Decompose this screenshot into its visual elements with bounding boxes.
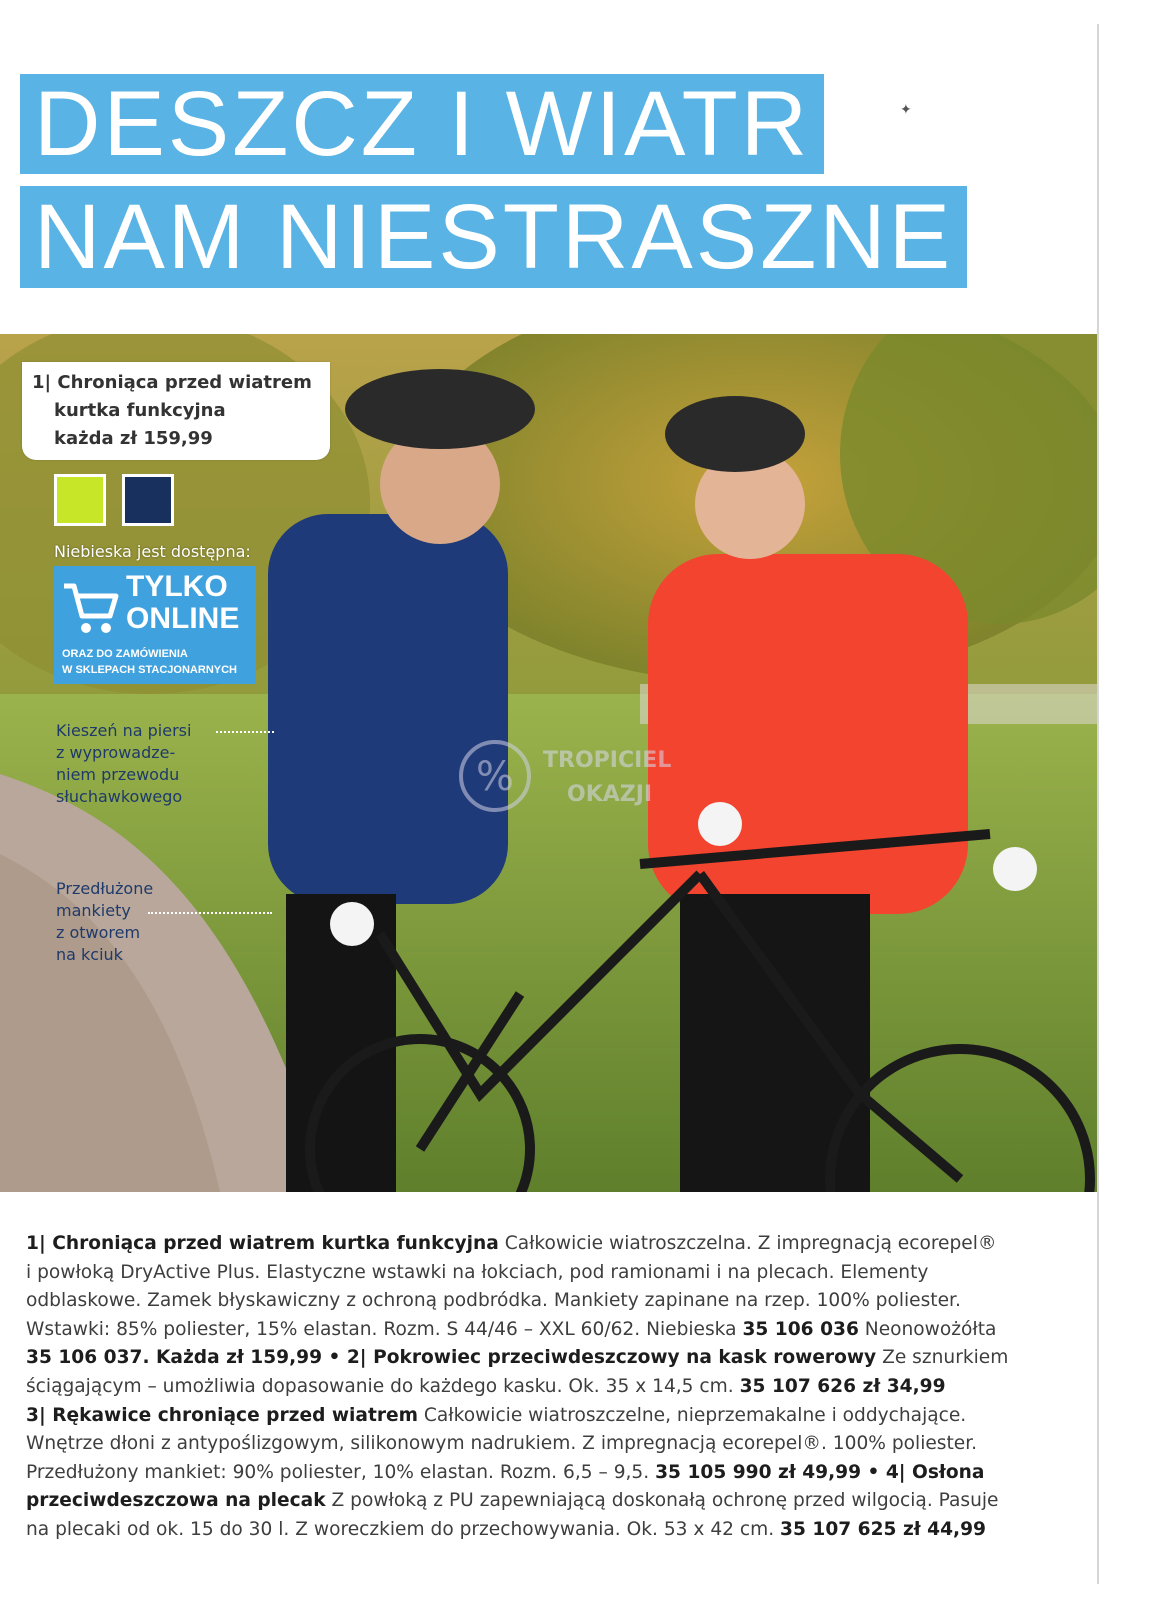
badge-title-2: ONLINE	[126, 602, 240, 635]
price-card-subtitle: kurtka funkcyjna	[54, 400, 226, 421]
callout-pocket-leader	[216, 731, 274, 733]
description-row	[26, 1287, 1056, 1316]
badge-title-1: TYLKO	[126, 570, 228, 603]
callout-pocket	[56, 720, 191, 808]
description-text: na plecaki od ok. 15 do 30 l. Z woreczkiem do przechowywania. Ok. 53 x 42 cm.	[26, 1518, 781, 1540]
callout-pocket-line: słuchawkowego	[56, 787, 183, 806]
description-text: Wnętrze dłoni z antypoślizgowym, silikonowym nadrukiem. Z impregnacją ecorepel®. 100% poliester.	[26, 1433, 978, 1455]
cart-icon	[60, 576, 122, 638]
headline-line-1: DESZCZ I WIATR	[20, 74, 824, 174]
description-bold: 35 106 037. Każda zł 159,99 • 2| Pokrowiec przeciwdeszczowy na kask rowerowy	[26, 1347, 877, 1369]
description-text: odblaskowe. Zamek błyskawiczny z ochroną podbródka. Mankiety zapinane na rzep. 100% poliester.	[26, 1290, 961, 1312]
description-row	[26, 1516, 1056, 1545]
description-text: Neonowożółta	[858, 1318, 997, 1340]
description-bold: 1| Chroniąca przed wiatrem kurtka funkcyjna	[26, 1233, 499, 1254]
description-bold: 35 106 036	[742, 1318, 859, 1340]
description-text: i powłoką DryActive Plus. Elastyczne wstawki na łokciach, pod ramionami i na plecach. Elementy	[26, 1261, 929, 1283]
product-price-card	[22, 362, 330, 460]
badge-note-2: W SKLEPACH STACJONARNYCH	[62, 664, 237, 676]
svg-text:%: %	[475, 754, 515, 800]
headline-line-2: NAM NIESTRASZNE	[20, 186, 967, 288]
description-text: Całkowicie wiatroszczelne, nieprzemakalne i oddychające.	[418, 1404, 967, 1426]
callout-cuffs-line: mankiety	[56, 901, 131, 920]
description-row	[26, 1430, 1056, 1459]
watermark-icon	[455, 736, 535, 816]
description-bold: 35 107 625 zł 44,99	[780, 1518, 986, 1540]
description-text: Z powłoką z PU zapewniającą doskonałą ochronę przed wilgocią. Pasuje	[325, 1490, 999, 1512]
callout-cuffs	[56, 878, 153, 966]
callout-pocket-line: niem przewodu	[56, 765, 180, 784]
description-row	[26, 1230, 1056, 1259]
description-row	[26, 1402, 1056, 1431]
decorative-mark: ✦	[900, 102, 912, 118]
description-row	[26, 1459, 1056, 1488]
description-text: Wstawki: 85% poliester, 15% elastan. Rozm. S 44/46 – XXL 60/62. Niebieska	[26, 1318, 743, 1340]
callout-cuffs-line: Przedłużone	[56, 879, 154, 898]
watermark-text-2: OKAZJI	[567, 782, 653, 807]
description-bold: 35 107 626 zł 34,99	[739, 1375, 946, 1397]
callout-pocket-line: z wyprowadze-	[56, 743, 176, 762]
availability-text: Niebieska jest dostępna:	[54, 542, 251, 561]
description-bold: przeciwdeszczowa na plecak	[26, 1490, 326, 1512]
description-row	[26, 1259, 1056, 1288]
page-edge-line	[1097, 24, 1099, 1584]
description-text: Całkowicie wiatroszczelna. Z impregnacją ecorepel®	[498, 1233, 997, 1254]
watermark-text-1: TROPICIEL	[543, 748, 672, 773]
callout-cuffs-line: na kciuk	[56, 945, 123, 964]
price-card-title: 1| Chroniąca przed wiatrem	[32, 372, 312, 393]
description-bold: 3| Rękawice chroniące przed wiatrem	[26, 1404, 419, 1426]
badge-note-1: ORAZ DO ZAMÓWIENIA	[62, 648, 188, 660]
description-text: ściągającym – umożliwia dopasowanie do każdego kasku. Ok. 35 x 14,5 cm.	[26, 1375, 740, 1397]
watermark-logo	[455, 734, 691, 820]
description-row	[26, 1344, 1056, 1373]
product-description	[26, 1230, 1056, 1545]
callout-pocket-line: Kieszeń na piersi	[56, 721, 192, 740]
callout-cuffs-leader	[148, 912, 272, 914]
callout-cuffs-line: z otworem	[56, 923, 141, 942]
color-swatch-yellow[interactable]	[54, 474, 106, 526]
online-only-badge	[54, 566, 256, 684]
description-text: Przedłużony mankiet: 90% poliester, 10% elastan. Rozm. 6,5 – 9,5.	[26, 1461, 656, 1483]
price-card-price: każda zł 159,99	[54, 428, 213, 449]
description-bold: 35 105 990 zł 49,99 • 4| Osłona	[655, 1461, 985, 1483]
description-row	[26, 1316, 1056, 1345]
description-row	[26, 1373, 1056, 1402]
description-text: Ze sznurkiem	[876, 1347, 1009, 1369]
color-swatch-navy[interactable]	[122, 474, 174, 526]
description-row	[26, 1487, 1056, 1516]
